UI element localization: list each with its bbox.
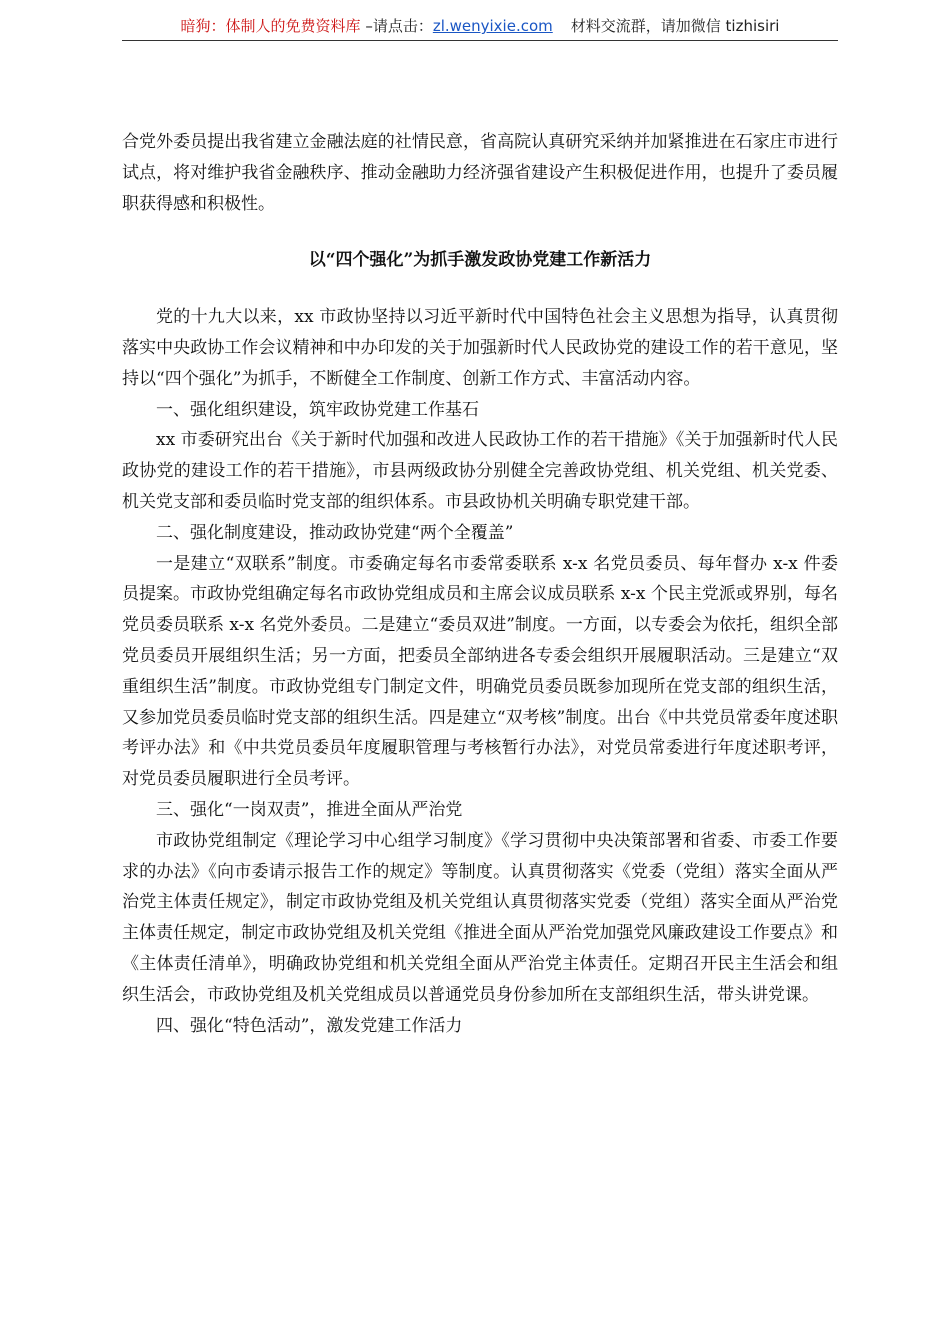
page-header	[122, 12, 838, 40]
section-1-heading: 一、强化组织建设，筑牢政协党建工作基石	[156, 399, 479, 420]
section-2-body: 一是建立“双联系”制度。市委确定每名市委常委联系 x-x 名党员委员、每年督办 x-x 件委员提案。市政协党组确定每名市政协党组成员和主席会议成员联系 x-x 个民主党派或界别，每名党员委员联系 x-x 名党外委员。二是建立“委员双进”制度。一方面，以专委会为依托，组织全部党员委员开展组织生活；另一方面，把委员全部纳进各专委会组织开展履职活动。三是建立“双重组织生活”制度。市政协党组专门制定文件，明确党员委员既参加现所在党支部的组织生活，又参加党员委员临时党支部的组织生活。四是建立“双考核”制度。出台《中共党员常委年度述职考评办法》和《中共党员委员年度履职管理与考核暂行办法》，对党员常委进行年度述职考评，对党员委员履职进行全员考评。	[122, 553, 838, 790]
intro-paragraph: 合党外委员提出我省建立金融法庭的社情民意，省高院认真研究采纳并加紧推进在石家庄市进行试点，将对维护我省金融秩序、推动金融助力经济强省建设产生积极促进作用，也提升了委员履职获得感和积极性。	[122, 132, 838, 214]
document-title: 以“四个强化”为抓手激发政协党建工作新活力	[308, 250, 652, 271]
section-1-body: xx 市委研究出台《关于新时代加强和改进人民政协工作的若干措施》《关于加强新时代人民政协党的建设工作的若干措施》，市县两级政协分别健全完善政协党组、机关党组、机关党委、机关党支部和委员临时党支部的组织体系。市县政协机关明确专职党建干部。	[122, 430, 838, 512]
section-2-heading: 二、强化制度建设，推动政协党建“两个全覆盖”	[156, 522, 514, 543]
header-brand: 暗狗：体制人的免费资料库	[180, 17, 361, 35]
header-prompt: –请点击：	[360, 17, 433, 35]
header-wechat: 材料交流群，请加微信 tizhisiri	[570, 17, 780, 35]
lead-paragraph: 党的十九大以来，xx 市政协坚持以习近平新时代中国特色社会主义思想为指导，认真贯彻落实中央政协工作会议精神和中办印发的关于加强新时代人民政协党的建设工作的若干意见，坚持以“四个强化”为抓手，不断健全工作制度、创新工作方式、丰富活动内容。	[122, 307, 838, 389]
header-link[interactable]: zl.wenyixie.com	[432, 17, 553, 35]
section-3-heading: 三、强化“一岗双责”，推进全面从严治党	[156, 799, 463, 820]
document-body	[122, 127, 838, 1041]
header-divider	[122, 40, 838, 41]
section-3-body: 市政协党组制定《理论学习中心组学习制度》《学习贯彻中央决策部署和省委、市委工作要求的办法》《向市委请示报告工作的规定》等制度。认真贯彻落实《党委（党组）落实全面从严治党主体责任规定》，制定市政协党组及机关党组认真贯彻落实党委（党组）落实全面从严治党主体责任规定，制定市政协党组及机关党组《推进全面从严治党加强党风廉政建设工作要点》和《主体责任清单》，明确政协党组和机关党组全面从严治党主体责任。定期召开民主生活会和组织生活会，市政协党组及机关党组成员以普通党员身份参加所在支部组织生活，带头讲党课。	[122, 830, 838, 1005]
section-4-heading: 四、强化“特色活动”，激发党建工作活力	[156, 1015, 463, 1036]
